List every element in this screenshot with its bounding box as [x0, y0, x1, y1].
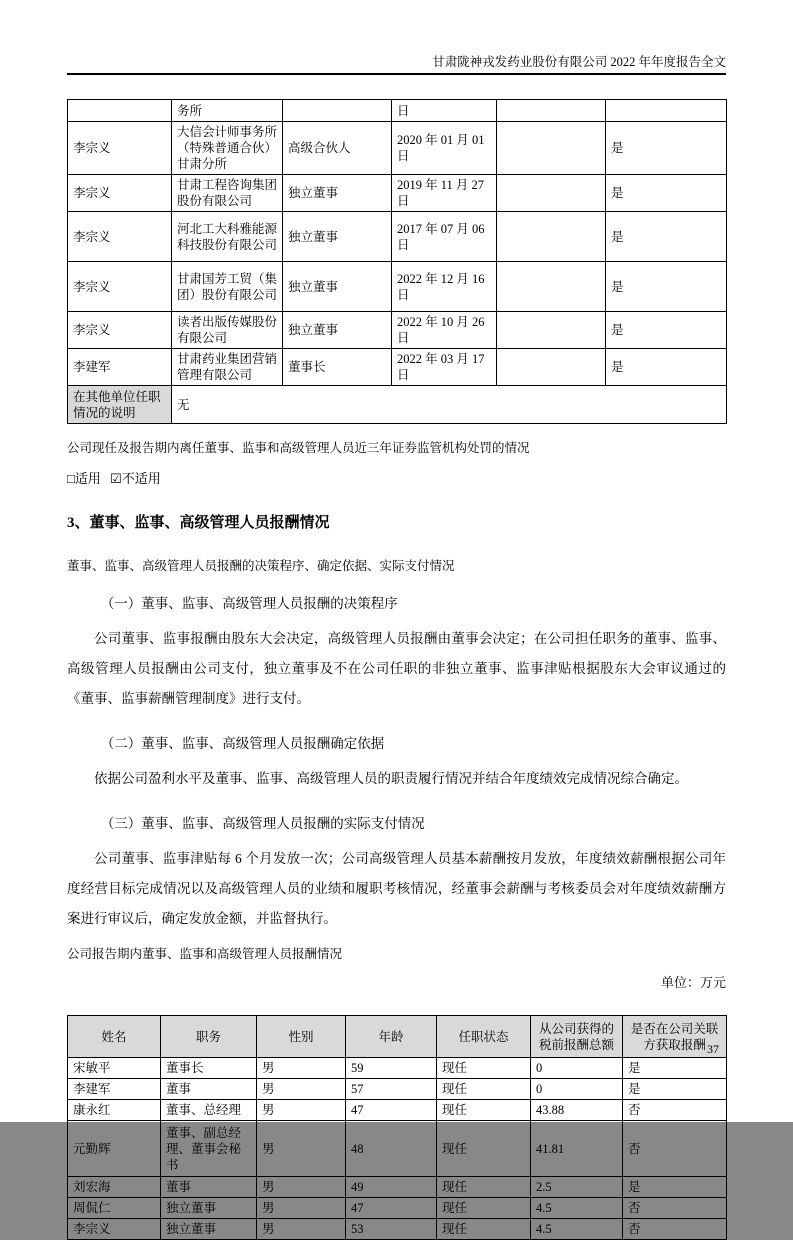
cell-age: 59: [346, 1058, 437, 1079]
cell-date: 2022 年 10 月 26 日: [392, 312, 497, 349]
cell-name: 李宗义: [68, 262, 172, 312]
cell-related: 否: [623, 1100, 727, 1121]
cell-name: 李建军: [68, 1079, 161, 1100]
cell-gender: 男: [257, 1100, 346, 1121]
checkbox-checked-icon: ☑: [110, 471, 122, 486]
cell-flag: 是: [606, 349, 727, 386]
subsection-2-title: （二）董事、监事、高级管理人员报酬确定依据: [100, 736, 385, 751]
cell-blank: [497, 262, 606, 312]
cell-title: 董事: [161, 1177, 257, 1198]
cell-position: 独立董事: [283, 212, 392, 262]
unit-label: 单位：万元: [660, 975, 726, 990]
table-row: [68, 175, 727, 212]
cell-date: 2022 年 12 月 16 日: [392, 262, 497, 312]
cell-pay: 0: [531, 1058, 623, 1079]
cell-status: 现任: [437, 1058, 531, 1079]
cell-title: 董事长: [161, 1058, 257, 1079]
cell-name: 李宗义: [68, 312, 172, 349]
header-status: 任职状态: [437, 1016, 531, 1058]
cell-flag: 是: [606, 212, 727, 262]
cell-related: 否: [623, 1198, 727, 1219]
cell-gender: 男: [257, 1121, 346, 1177]
table-row: [68, 1058, 727, 1079]
compensation-table-caption: 公司报告期内董事、监事和高级管理人员报酬情况: [67, 947, 343, 961]
applicable-label: 适用: [74, 471, 101, 486]
cell-status: 现任: [437, 1219, 531, 1240]
cell-status: 现任: [437, 1177, 531, 1198]
table-row: [68, 1121, 727, 1177]
header-name: 姓名: [68, 1016, 161, 1058]
cell-position: 独立董事: [283, 312, 392, 349]
cell-name: 元勤辉: [68, 1121, 161, 1177]
cell-company: 甘肃药业集团营销管理有限公司: [172, 349, 283, 386]
cell-gender: 男: [257, 1198, 346, 1219]
header-related: 是否在公司关联方获取报酬: [623, 1016, 727, 1058]
cell-name: 宋敏平: [68, 1058, 161, 1079]
cell-gender: 男: [257, 1058, 346, 1079]
table-row: [68, 1219, 727, 1240]
table-row: [68, 1198, 727, 1219]
cell-blank: [497, 122, 606, 175]
cell-position: 董事长: [283, 349, 392, 386]
cell-pay: 2.5: [531, 1177, 623, 1198]
cell-date: 2022 年 03 月 17 日: [392, 349, 497, 386]
cell-name: 康永红: [68, 1100, 161, 1121]
cell-blank: [497, 100, 606, 122]
cell-title: 独立董事: [161, 1219, 257, 1240]
cell-flag: 是: [606, 175, 727, 212]
cell-position: [283, 100, 392, 122]
subsection-1-body: 公司董事、监事报酬由股东大会决定，高级管理人员报酬由董事会决定；在公司担任职务的董事、监事、高级管理人员报酬由公司支付，独立董事及不在公司任职的非独立董事、监事津贴根据股东大会审议通过的《董事、监事薪酬管理制度》进行支付。: [67, 631, 726, 706]
cell-related: 否: [623, 1219, 727, 1240]
applicability-line: [67, 468, 726, 487]
cell-status: 现任: [437, 1079, 531, 1100]
cell-company: 读者出版传媒股份有限公司: [172, 312, 283, 349]
cell-date: 2019 年 11 月 27 日: [392, 175, 497, 212]
cell-related: 是: [623, 1177, 727, 1198]
cell-note-label: 在其他单位任职情况的说明: [68, 386, 172, 424]
cell-title: 董事: [161, 1079, 257, 1100]
subsection-1-title: （一）董事、监事、高级管理人员报酬的决策程序: [100, 596, 398, 611]
cell-blank: [497, 175, 606, 212]
cell-status: 现任: [437, 1100, 531, 1121]
cell-company: 务所: [172, 100, 283, 122]
compensation-table: [67, 1015, 727, 1240]
checkbox-unchecked-icon: □: [67, 471, 75, 486]
header-gender: 性别: [257, 1016, 346, 1058]
cell-name: 周侃仁: [68, 1198, 161, 1219]
cell-status: 现任: [437, 1198, 531, 1219]
section-heading: 3、董事、监事、高级管理人员报酬情况: [67, 515, 330, 531]
not-applicable-option: [110, 471, 161, 486]
cell-status: 现任: [437, 1121, 531, 1177]
penalty-statement: 公司现任及报告期内离任董事、监事和高级管理人员近三年证券监管机构处罚的情况: [67, 441, 530, 455]
cell-flag: [606, 100, 727, 122]
cell-title: 董事、总经理: [161, 1100, 257, 1121]
cell-note-value: 无: [172, 386, 727, 424]
page-header-title: 甘肃陇神戎发药业股份有限公司 2022 年年度报告全文: [432, 55, 726, 69]
cell-company: 大信会计师事务所（特殊普通合伙）甘肃分所: [172, 122, 283, 175]
table-row: [68, 100, 727, 122]
cell-pay: 43.88: [531, 1100, 623, 1121]
tenure-table: [67, 99, 727, 424]
cell-name: 刘宏海: [68, 1177, 161, 1198]
cell-date: 2017 年 07 月 06 日: [392, 212, 497, 262]
table-row: [68, 122, 727, 175]
table-row: [68, 262, 727, 312]
cell-position: 高级合伙人: [283, 122, 392, 175]
cell-gender: 男: [257, 1219, 346, 1240]
section-intro: 董事、监事、高级管理人员报酬的决策程序、确定依据、实际支付情况: [67, 559, 455, 573]
cell-gender: 男: [257, 1079, 346, 1100]
cell-name: [68, 100, 172, 122]
table-row: [68, 349, 727, 386]
cell-company: 甘肃工程咨询集团股份有限公司: [172, 175, 283, 212]
page-number: 37: [707, 1042, 719, 1056]
header-age: 年龄: [346, 1016, 437, 1058]
header-title: 职务: [161, 1016, 257, 1058]
header-pay: 从公司获得的税前报酬总额: [531, 1016, 623, 1058]
cell-age: 53: [346, 1219, 437, 1240]
cell-name: 李宗义: [68, 175, 172, 212]
cell-age: 49: [346, 1177, 437, 1198]
table-row: [68, 212, 727, 262]
applicable-option: [67, 471, 101, 486]
cell-pay: 4.5: [531, 1198, 623, 1219]
cell-name: 李建军: [68, 349, 172, 386]
cell-age: 47: [346, 1198, 437, 1219]
table-row: [68, 1177, 727, 1198]
cell-date: 日: [392, 100, 497, 122]
cell-flag: 是: [606, 312, 727, 349]
cell-pay: 41.81: [531, 1121, 623, 1177]
cell-blank: [497, 212, 606, 262]
cell-title: 独立董事: [161, 1198, 257, 1219]
cell-flag: 是: [606, 122, 727, 175]
cell-name: 李宗义: [68, 1219, 161, 1240]
subsection-3-body: 公司董事、监事津贴每 6 个月发放一次；公司高级管理人员基本薪酬按月发放，年度绩效薪酬根据公司年度经营目标完成情况以及高级管理人员的业绩和履职考核情况，经董事会薪酬与考核委员会对年度绩效薪酬方案进行审议后，确定发放金额，并监督执行。: [67, 851, 726, 926]
cell-age: 57: [346, 1079, 437, 1100]
cell-related: 是: [623, 1058, 727, 1079]
table-header-row: [68, 1016, 727, 1058]
cell-flag: 是: [606, 262, 727, 312]
cell-related: 是: [623, 1079, 727, 1100]
cell-name: 李宗义: [68, 122, 172, 175]
cell-date: 2020 年 01 月 01 日: [392, 122, 497, 175]
subsection-3-title: （三）董事、监事、高级管理人员报酬的实际支付情况: [100, 816, 425, 831]
cell-company: 甘肃国芳工贸（集团）股份有限公司: [172, 262, 283, 312]
subsection-2-body: 依据公司盈利水平及董事、监事、高级管理人员的职责履行情况并结合年度绩效完成情况综合确定。: [94, 771, 688, 786]
cell-blank: [497, 349, 606, 386]
cell-gender: 男: [257, 1177, 346, 1198]
cell-title: 董事、副总经理、董事会秘书: [161, 1121, 257, 1177]
not-applicable-label: 不适用: [121, 471, 161, 486]
cell-pay: 0: [531, 1079, 623, 1100]
cell-age: 48: [346, 1121, 437, 1177]
page-header: [67, 0, 726, 75]
table-row: [68, 312, 727, 349]
cell-position: 独立董事: [283, 262, 392, 312]
cell-age: 47: [346, 1100, 437, 1121]
table-row: [68, 1100, 727, 1121]
cell-position: 独立董事: [283, 175, 392, 212]
cell-name: 李宗义: [68, 212, 172, 262]
cell-company: 河北工大科雅能源科技股份有限公司: [172, 212, 283, 262]
cell-blank: [497, 312, 606, 349]
table-row: [68, 1079, 727, 1100]
cell-related: 否: [623, 1121, 727, 1177]
table-row: [68, 386, 727, 424]
cell-pay: 4.5: [531, 1219, 623, 1240]
